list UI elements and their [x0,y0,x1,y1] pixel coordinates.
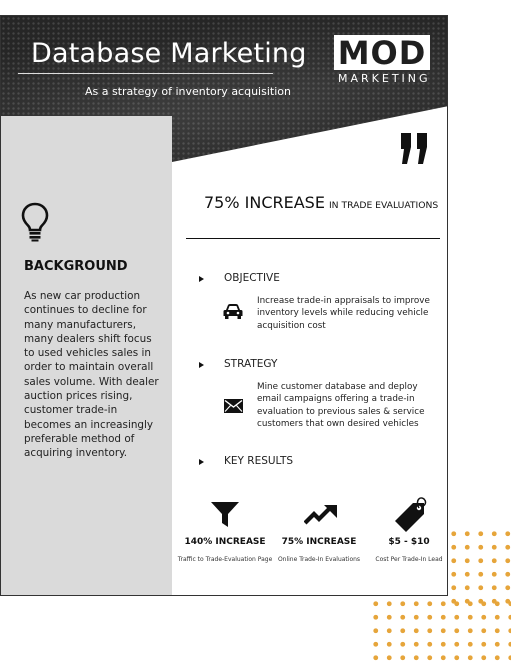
headline-caption: IN TRADE EVALUATIONS [328,200,439,211]
objective-text: Increase trade-in appraisals to improve inventory levels while reducing vehicle acquisition cost [257,296,430,331]
logo [334,35,430,70]
title-divider [18,73,273,74]
kpi-value: 75% INCREASE [281,537,357,547]
trend-up-icon [304,504,338,526]
kpi-label: Online Trade-In Evaluations [277,556,361,563]
envelope-icon [224,399,243,413]
page-subtitle: As a strategy of inventory acquisition [85,85,291,98]
car-icon [223,303,243,320]
key-results-label: KEY RESULTS [224,455,294,467]
objective-bullet-icon [199,276,204,282]
strategy-bullet-icon [199,362,204,368]
kpi-cost [359,537,448,563]
objective-label: OBJECTIVE [224,272,280,284]
infographic-page [0,15,448,596]
kpi-value: 140% INCREASE [184,537,266,547]
strategy-text: Mine customer database and deploy email campaigns offering a trade-in evaluation to previous sales & service customers that own desired vehicles [257,382,425,429]
funnel-icon [211,502,239,528]
headline-value: 75% INCREASE [204,193,325,212]
dot-pattern-right [449,527,511,608]
background-body: As new car production continues to decline for many manufacturers, many dealers shift focus to used vehicles sales in order to maintain overall sales volume. With dealer auction prices rising, customer trade-in becomes an increasingly preferable method of acquiring inventory. [24,290,159,460]
headline [204,193,438,212]
headline-divider [186,238,440,239]
key-results-bullet-icon [199,459,204,465]
page-title: Database Marketing [31,38,307,69]
kpi-value: $5 - $10 [388,537,430,547]
kpi-evaluations [269,537,369,563]
logo-mark: MOD [337,33,427,72]
strategy-label: STRATEGY [224,358,278,370]
kpi-label: Cost Per Trade-In Lead [375,556,443,563]
price-tag-icon [393,497,427,533]
kpi-traffic [175,537,275,563]
logo-tagline: MARKETING [338,72,431,85]
lightbulb-icon [21,202,49,242]
dot-pattern-bottom [369,597,511,664]
quote-icon [399,133,431,165]
background-heading: BACKGROUND [24,259,128,274]
kpi-label: Traffic to Trade-Evaluation Page [177,556,273,563]
